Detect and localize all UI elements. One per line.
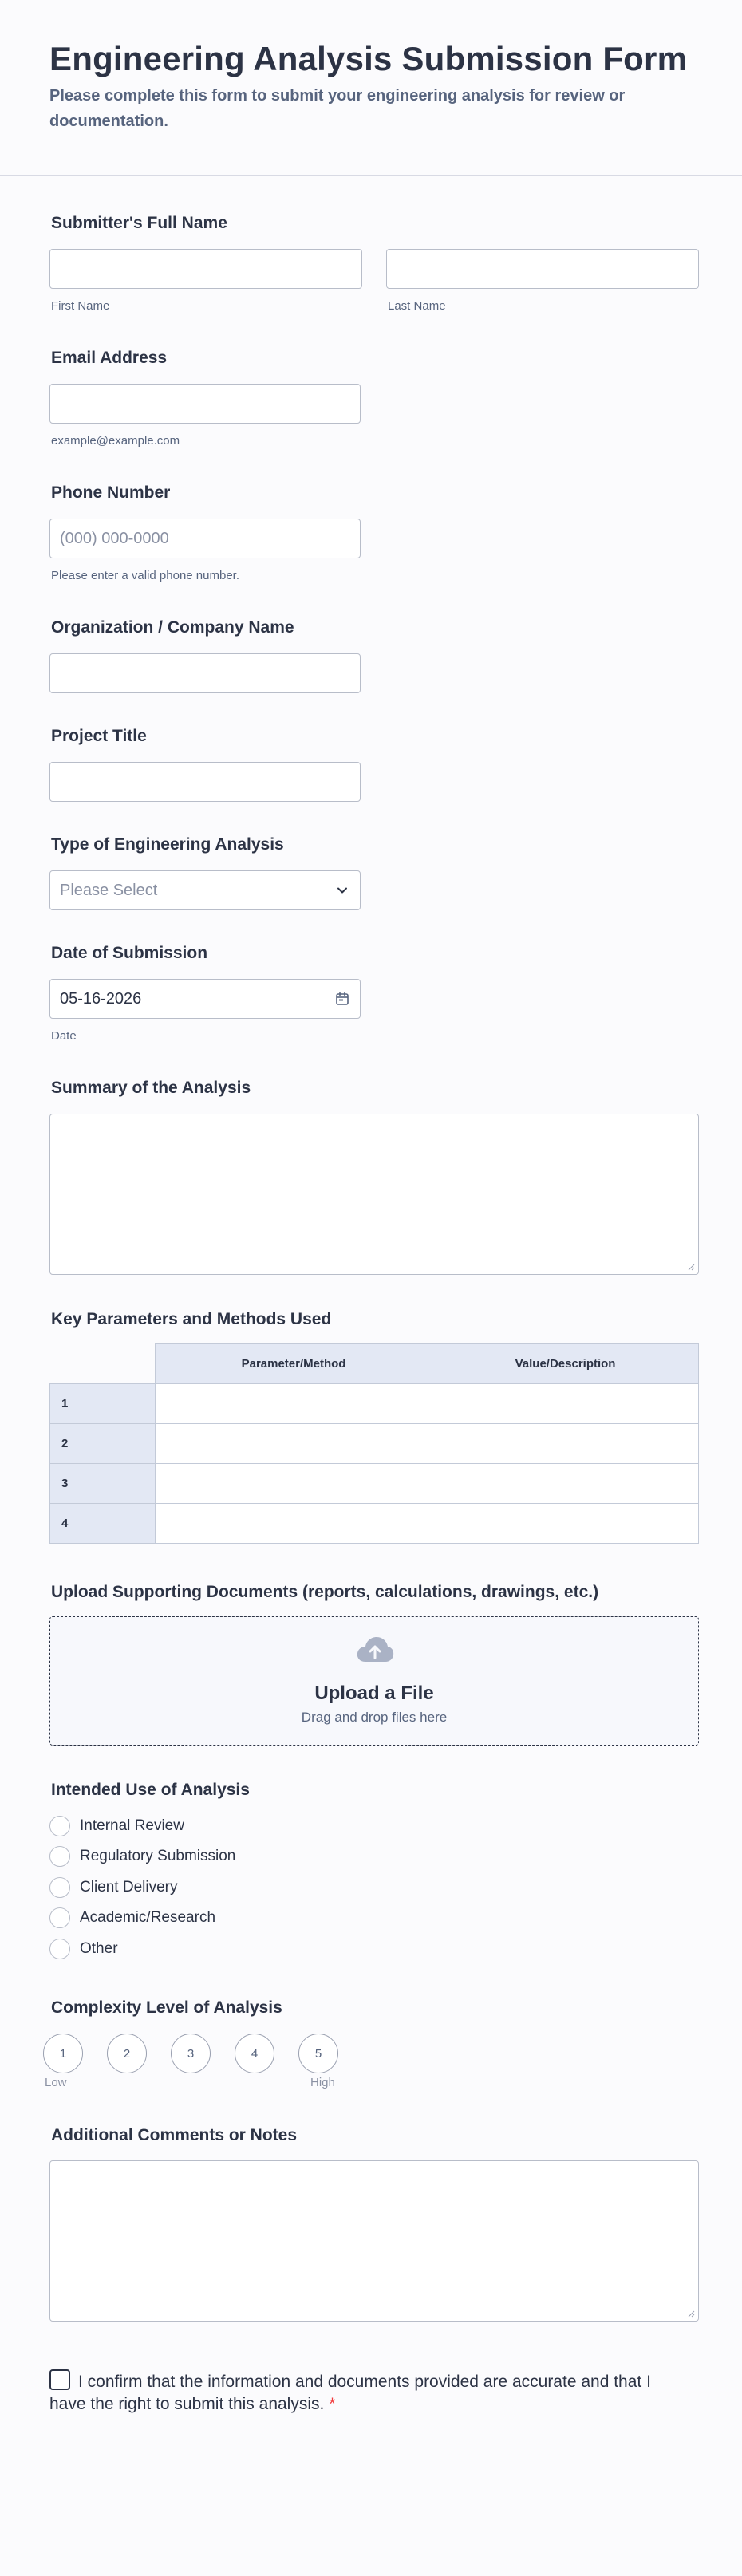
- upload-title: Upload a File: [314, 1682, 434, 1704]
- table-column-header: Value/Description: [432, 1344, 699, 1384]
- submission-date-input[interactable]: [49, 979, 361, 1019]
- radio-button[interactable]: [49, 1816, 70, 1836]
- first-name-input[interactable]: [49, 249, 362, 289]
- table-corner: [50, 1344, 156, 1384]
- summary-label: Summary of the Analysis: [51, 1079, 251, 1097]
- summary-textarea[interactable]: [49, 1114, 699, 1275]
- table-row: [50, 1504, 699, 1544]
- radio-option-label: Academic/Research: [80, 1909, 216, 1926]
- table-cell-input[interactable]: [156, 1424, 432, 1464]
- table-cell-input[interactable]: [156, 1464, 432, 1504]
- scale-option-2[interactable]: 2: [107, 2034, 147, 2073]
- phone-input[interactable]: [49, 519, 361, 558]
- radio-option[interactable]: [49, 1845, 235, 1868]
- email-label: Email Address: [51, 349, 168, 367]
- scale-option-4[interactable]: 4: [235, 2034, 274, 2073]
- email-input[interactable]: [49, 384, 361, 424]
- scale-low-label: Low: [45, 2076, 67, 2089]
- full-name-label: Submitter's Full Name: [51, 214, 227, 232]
- radio-option-label: Internal Review: [80, 1817, 184, 1834]
- radio-option[interactable]: [49, 1815, 184, 1837]
- form-header: [0, 0, 742, 176]
- scale-option-3[interactable]: 3: [171, 2034, 211, 2073]
- radio-option[interactable]: [49, 1876, 177, 1899]
- submission-date-value: 05-16-2026: [60, 990, 142, 1008]
- first-name-sublabel: First Name: [51, 299, 110, 313]
- analysis-type-label: Type of Engineering Analysis: [51, 835, 284, 854]
- radio-option-label: Client Delivery: [80, 1879, 178, 1896]
- resize-grip-icon[interactable]: [687, 2310, 695, 2318]
- table-row: [50, 1384, 699, 1424]
- parameters-table: [49, 1343, 699, 1544]
- intended-use-label: Intended Use of Analysis: [51, 1781, 250, 1799]
- phone-sublabel: Please enter a valid phone number.: [51, 569, 239, 582]
- last-name-input[interactable]: [386, 249, 699, 289]
- radio-option-label: Other: [80, 1940, 118, 1957]
- comments-label: Additional Comments or Notes: [51, 2126, 298, 2144]
- table-cell-input[interactable]: [156, 1504, 432, 1544]
- table-cell-input[interactable]: [432, 1424, 699, 1464]
- submission-date-label: Date of Submission: [51, 944, 208, 962]
- analysis-type-placeholder: Please Select: [60, 882, 158, 899]
- form-subtitle: Please complete this form to submit your engineering analysis for review or documentation.: [49, 87, 626, 130]
- confirm-checkbox[interactable]: [49, 2369, 70, 2390]
- last-name-sublabel: Last Name: [388, 299, 446, 313]
- table-cell-input[interactable]: [432, 1504, 699, 1544]
- form-title: Engineering Analysis Submission Form: [49, 40, 688, 77]
- table-cell-input[interactable]: [432, 1384, 699, 1424]
- comments-textarea[interactable]: [49, 2160, 699, 2322]
- confirm-text: I confirm that the information and documents provided are accurate and that I have the right to submit this analysis.: [49, 2373, 651, 2413]
- email-sublabel: example@example.com: [51, 434, 180, 448]
- resize-grip-icon[interactable]: [687, 1263, 695, 1271]
- file-upload-dropzone[interactable]: [49, 1616, 699, 1746]
- confirmation-field: [49, 2369, 656, 2416]
- table-cell-input[interactable]: [156, 1384, 432, 1424]
- upload-label: Upload Supporting Documents (reports, calculations, drawings, etc.): [51, 1583, 599, 1601]
- table-row-label: 4: [50, 1504, 156, 1544]
- radio-button[interactable]: [49, 1939, 70, 1959]
- radio-option-label: Regulatory Submission: [80, 1848, 236, 1864]
- table-row-label: 3: [50, 1464, 156, 1504]
- phone-label: Phone Number: [51, 483, 171, 502]
- organization-label: Organization / Company Name: [51, 618, 294, 637]
- table-cell-input[interactable]: [432, 1464, 699, 1504]
- radio-button[interactable]: [49, 1907, 70, 1928]
- complexity-label: Complexity Level of Analysis: [51, 1998, 282, 2017]
- upload-hint: Drag and drop files here: [301, 1710, 448, 1725]
- project-title-input[interactable]: [49, 762, 361, 802]
- table-row: [50, 1464, 699, 1504]
- parameters-label: Key Parameters and Methods Used: [51, 1310, 332, 1328]
- radio-option[interactable]: [49, 1938, 118, 1960]
- radio-button[interactable]: [49, 1877, 70, 1898]
- scale-high-label: High: [310, 2076, 335, 2089]
- radio-option[interactable]: [49, 1907, 215, 1929]
- required-asterisk: *: [329, 2395, 336, 2413]
- analysis-type-select[interactable]: [49, 870, 361, 910]
- scale-option-5[interactable]: 5: [298, 2034, 338, 2073]
- organization-input[interactable]: [49, 653, 361, 693]
- scale-option-1[interactable]: 1: [43, 2034, 83, 2073]
- table-row-label: 2: [50, 1424, 156, 1464]
- table-row-label: 1: [50, 1384, 156, 1424]
- table-row: [50, 1424, 699, 1464]
- table-column-header: Parameter/Method: [156, 1344, 432, 1384]
- project-title-label: Project Title: [51, 727, 147, 745]
- cloud-upload-icon: [355, 1635, 395, 1665]
- calendar-icon[interactable]: [334, 991, 350, 1007]
- radio-button[interactable]: [49, 1846, 70, 1867]
- submission-date-sublabel: Date: [51, 1029, 77, 1043]
- chevron-down-icon: [334, 882, 350, 898]
